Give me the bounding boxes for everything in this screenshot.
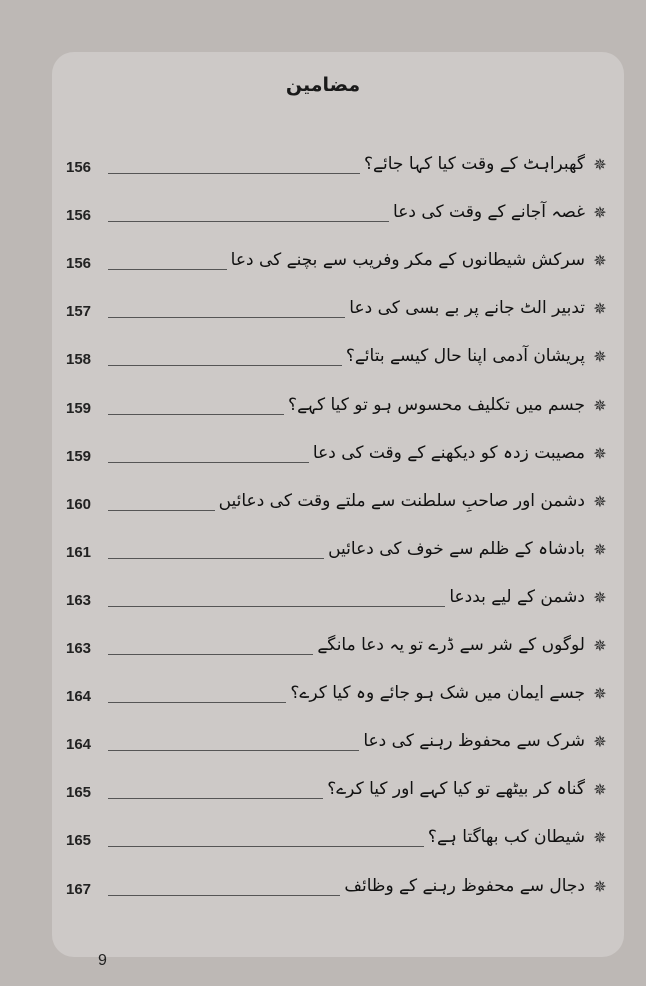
- star-ornament-icon: ✵: [593, 491, 607, 511]
- toc-entry: [66, 628, 611, 658]
- star-ornament-icon: ✵: [593, 636, 607, 655]
- entry-page-number: 157: [66, 303, 92, 321]
- entry-page-number: 165: [66, 784, 92, 802]
- leader-line: [108, 653, 313, 655]
- star-ornament-icon: ✵: [593, 395, 607, 415]
- leader-line: [108, 364, 342, 366]
- entry-title: دشمن کے لیے بددعا: [449, 586, 585, 607]
- toc-entry: [66, 580, 611, 610]
- toc-entry: [66, 195, 611, 225]
- toc-entry: [66, 676, 611, 706]
- toc-entry: [66, 724, 611, 754]
- entry-title: جسے ایمان میں شک ہو جائے وہ کیا کرے؟: [290, 683, 585, 704]
- entry-page-number: 156: [66, 207, 92, 225]
- star-ornament-icon: ✵: [593, 203, 607, 223]
- entry-page-number: 158: [66, 351, 92, 369]
- toc-entry: [66, 436, 611, 466]
- leader-line: [108, 316, 345, 318]
- entry-title: لوگوں کے شر سے ڈرے تو یہ دعا مانگے: [317, 635, 585, 655]
- entry-page-number: 156: [66, 255, 92, 273]
- star-ornament-icon: ✵: [593, 443, 607, 463]
- leader-line: [108, 220, 389, 222]
- entry-page-number: 156: [66, 159, 92, 176]
- entry-title: تدبیر الٹ جانے پر بے بسی کی دعا: [349, 298, 585, 319]
- entry-title: دجال سے محفوظ رہنے کے وظائف: [344, 875, 585, 896]
- toc-entry: [66, 869, 611, 899]
- leader-line: [108, 701, 286, 703]
- leader-line: [108, 461, 309, 463]
- toc-entry: [66, 388, 611, 418]
- leader-line: [108, 894, 340, 896]
- entry-page-number: 163: [66, 640, 92, 657]
- star-ornament-icon: ✵: [593, 876, 607, 896]
- star-ornament-icon: ✵: [593, 251, 607, 271]
- toc-entry: [66, 532, 611, 562]
- entry-page-number: 161: [66, 543, 92, 561]
- leader-line: [108, 749, 359, 751]
- entry-title: شرک سے محفوظ رہنے کی دعا: [363, 731, 585, 752]
- toc-entry: [66, 147, 611, 177]
- leader-line: [108, 509, 215, 511]
- toc-entry: [66, 820, 611, 850]
- toc-entry: [66, 339, 611, 369]
- star-ornament-icon: ✵: [593, 684, 607, 704]
- entry-title: شیطان کب بھاگتا ہے؟: [427, 827, 585, 848]
- star-ornament-icon: ✵: [593, 299, 607, 319]
- toc-entry: [66, 291, 611, 321]
- entry-title: جسم میں تکلیف محسوس ہو تو کیا کہے؟: [288, 394, 585, 415]
- star-ornament-icon: ✵: [593, 780, 607, 800]
- entry-page-number: 164: [66, 736, 92, 754]
- entry-title: بادشاہ کے ظلم سے خوف کی دعائیں: [328, 538, 585, 559]
- page-number: 9: [98, 952, 107, 969]
- toc-entry: [66, 772, 611, 802]
- leader-line: [108, 557, 324, 559]
- entry-title: گناہ کر بیٹھے تو کیا کہے اور کیا کرے؟: [327, 779, 585, 800]
- page-title: مضامین: [285, 74, 361, 96]
- star-ornament-icon: ✵: [593, 732, 607, 752]
- entry-page-number: 167: [66, 880, 92, 898]
- entry-title: دشمن اور صاحبِ سلطنت سے ملتے وقت کی دعائیں: [218, 490, 585, 511]
- leader-line: [108, 605, 445, 607]
- leader-line: [108, 268, 227, 270]
- star-ornament-icon: ✵: [593, 155, 607, 174]
- star-ornament-icon: ✵: [593, 347, 607, 367]
- entry-title: مصیبت زدہ کو دیکھنے کے وقت کی دعا: [312, 442, 585, 463]
- entry-title: سرکش شیطانوں کے مکر وفریب سے بچنے کی دعا: [230, 250, 585, 271]
- toc-entry: [66, 484, 611, 514]
- leader-line: [108, 172, 360, 174]
- entry-page-number: 163: [66, 591, 92, 609]
- entry-page-number: 164: [66, 688, 92, 706]
- star-ornament-icon: ✵: [593, 587, 607, 607]
- toc-entry: [66, 243, 611, 273]
- entry-title: پریشان آدمی اپنا حال کیسے بتائے؟: [345, 346, 585, 367]
- entry-title: غصہ آجانے کے وقت کی دعا: [393, 202, 585, 223]
- leader-line: [108, 413, 284, 415]
- star-ornament-icon: ✵: [593, 539, 607, 559]
- star-ornament-icon: ✵: [593, 828, 607, 848]
- leader-line: [108, 845, 424, 847]
- entry-page-number: 165: [66, 832, 92, 850]
- leader-line: [108, 797, 323, 799]
- entry-page-number: 160: [66, 495, 92, 513]
- entry-page-number: 159: [66, 399, 92, 417]
- entry-title: گھبراہٹ کے وقت کیا کہا جائے؟: [364, 154, 585, 174]
- entry-page-number: 159: [66, 447, 92, 465]
